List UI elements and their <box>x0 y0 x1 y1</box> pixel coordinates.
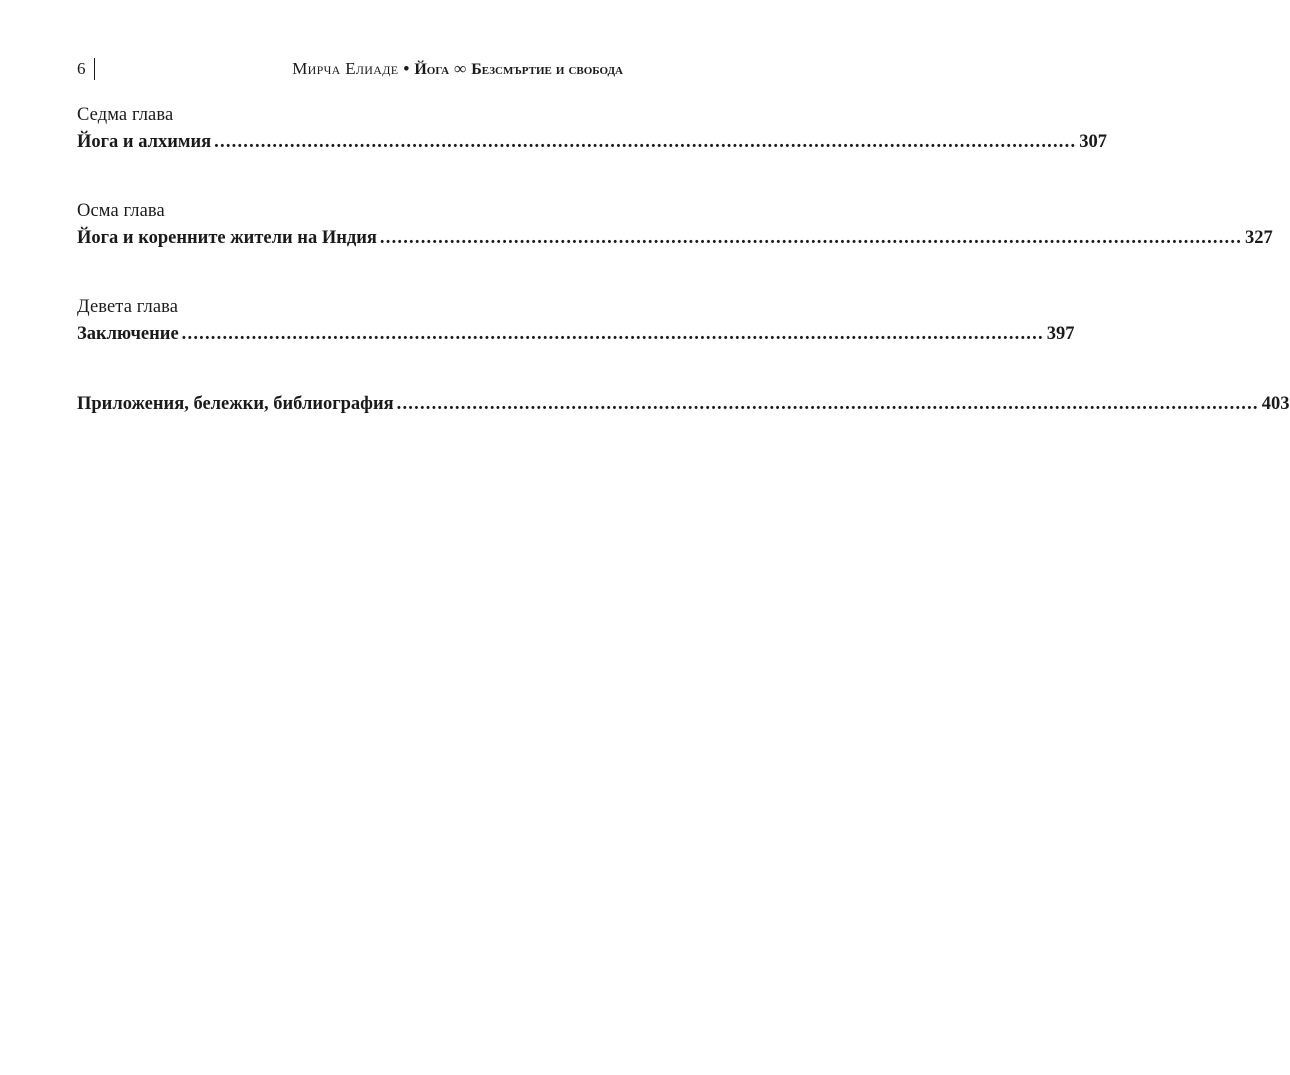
chapter-label: Девета глава <box>77 297 179 317</box>
page-number-text: 6 <box>77 59 86 78</box>
toc-title: Йога и коренните жители на Индия <box>77 228 377 248</box>
book-title-part-2: Безсмъртие и свобода <box>471 61 623 78</box>
author-name: Мирча Елиаде <box>292 59 399 78</box>
header-title <box>292 59 623 79</box>
dot-leader: .................................................................................................................................................... <box>379 228 1243 248</box>
toc-page-number: 307 <box>1079 132 1108 152</box>
toc-page-number: 327 <box>1245 228 1273 248</box>
header-divider <box>94 58 96 80</box>
toc-title: Йога и алхимия <box>77 132 212 152</box>
chapter-label: Осма глава <box>77 201 165 221</box>
toc-title: Приложения, бележки, библиография <box>77 394 394 414</box>
dot-leader: .................................................................................................................................................... <box>181 324 1044 344</box>
book-title-part-1: Йога <box>414 61 450 78</box>
dot-leader: .................................................................................................................................................... <box>214 132 1077 152</box>
toc-entry-chapter-8 <box>77 198 1273 252</box>
toc-line <box>77 224 1273 252</box>
dot-leader: .................................................................................................................................................... <box>396 394 1259 414</box>
page-number <box>77 58 95 80</box>
toc-title: Заключение <box>77 324 179 344</box>
toc-entry-chapter-9 <box>77 294 1075 348</box>
chapter-label: Седма глава <box>77 105 174 125</box>
toc-page-number: 397 <box>1046 324 1075 344</box>
toc-entry-appendix <box>77 390 1290 418</box>
toc-line <box>77 128 1108 156</box>
infinity-separator: ∞ <box>454 59 467 78</box>
toc-entry-chapter-7 <box>77 102 1108 156</box>
running-header <box>77 55 623 83</box>
toc-page-number: 403 <box>1261 394 1290 414</box>
toc-line <box>77 390 1290 418</box>
table-of-contents <box>77 102 1290 460</box>
bullet-separator: • <box>403 59 410 78</box>
toc-line <box>77 320 1075 348</box>
